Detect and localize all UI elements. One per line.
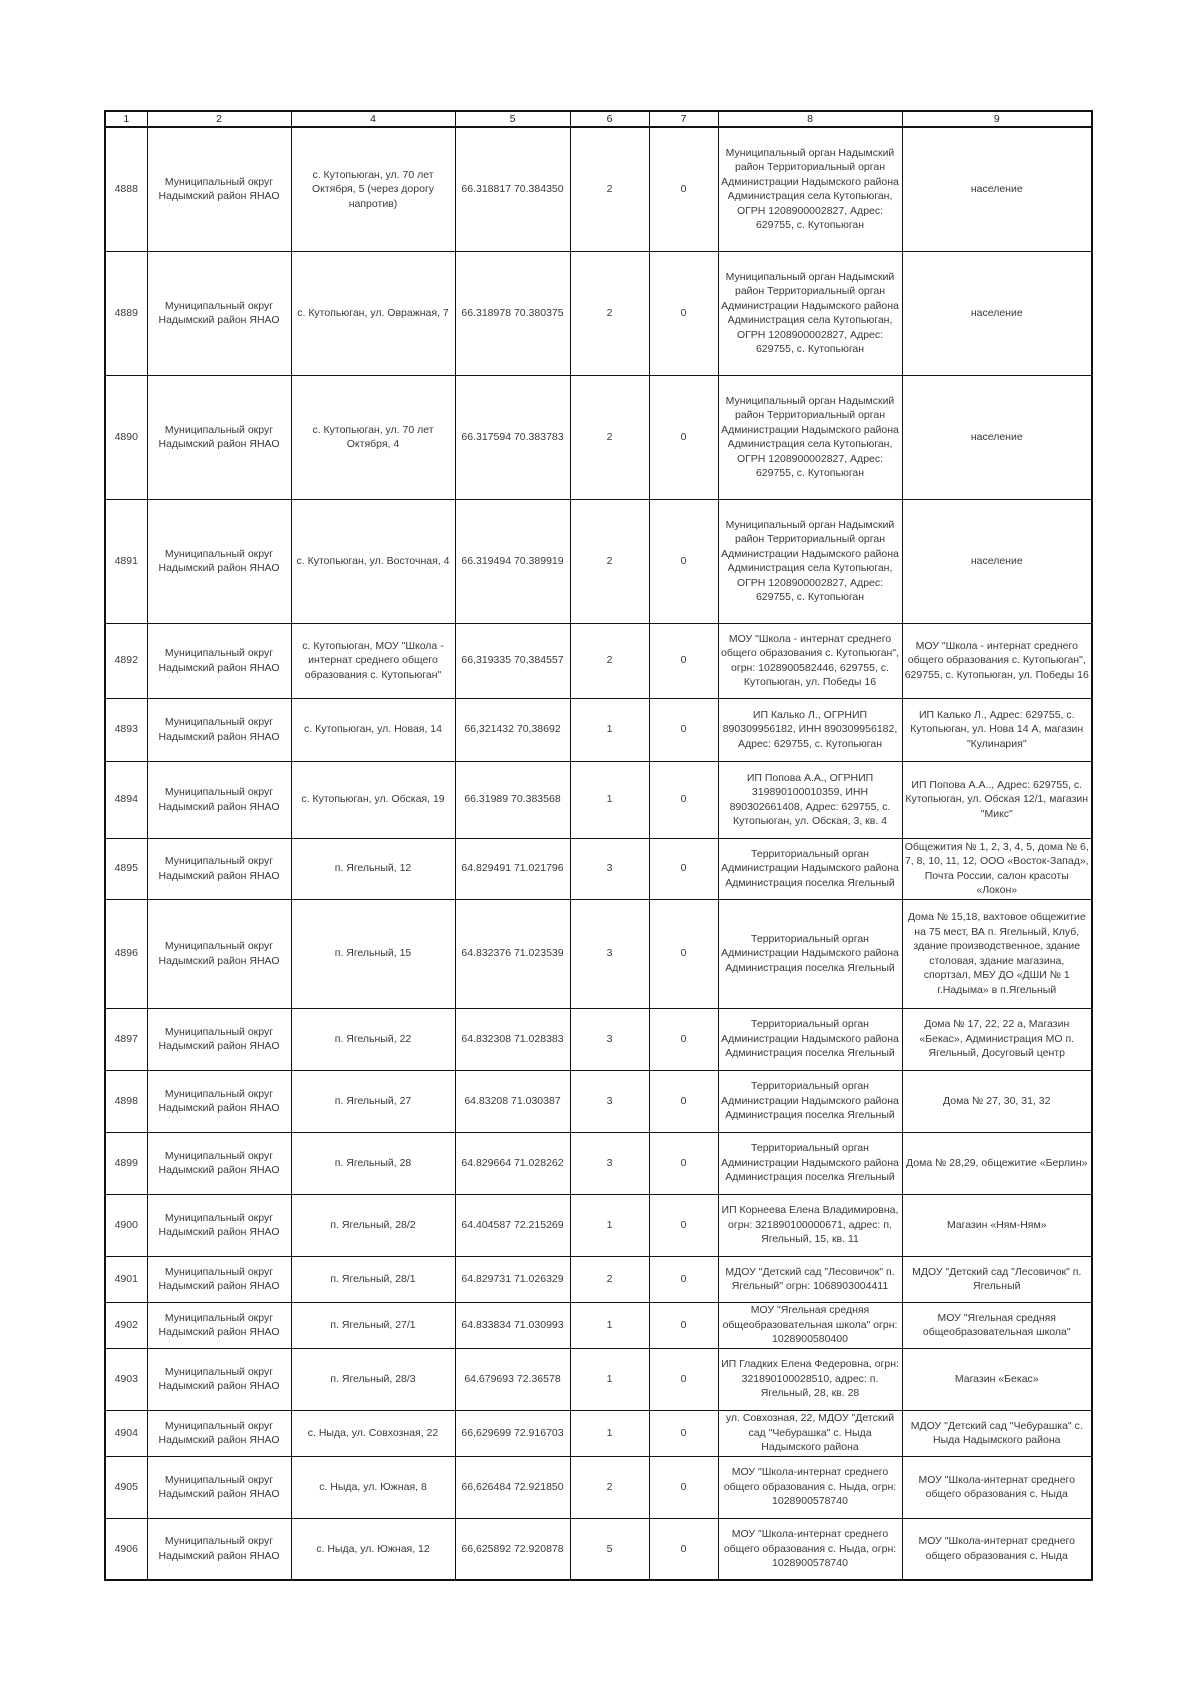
district-cell: Муниципальный округ Надымский район ЯНАО (147, 1410, 291, 1456)
users-cell: МДОУ "Детский сад "Лесовичок" п. Ягельный (902, 1256, 1092, 1302)
coordinates-cell: 64.833834 71.030993 (455, 1302, 570, 1348)
address-cell: с. Ныда, ул. Совхозная, 22 (291, 1410, 455, 1456)
owner-cell: ул. Совхозная, 22, МДОУ "Детский сад "Чебурашка" с. Ныда Надымского района (718, 1410, 902, 1456)
row-number: 4894 (105, 761, 147, 838)
address-cell: п. Ягельный, 15 (291, 899, 455, 1008)
district-cell: Муниципальный округ Надымский район ЯНАО (147, 761, 291, 838)
header-row (105, 111, 1092, 127)
owner-cell: Территориальный орган Администрации Надымского района Администрация поселка Ягельный (718, 1132, 902, 1194)
table-row (105, 838, 1092, 899)
header-cell: 7 (649, 111, 718, 127)
row-number: 4893 (105, 698, 147, 761)
column-7-cell: 0 (649, 1132, 718, 1194)
owner-cell: ИП Гладких Елена Федеровна, огрн: 321890100028510, адрес: п. Ягельный, 28, кв. 28 (718, 1348, 902, 1410)
coordinates-cell: 66,629699 72.916703 (455, 1410, 570, 1456)
row-number: 4897 (105, 1008, 147, 1070)
coordinates-cell: 66.317594 70.383783 (455, 375, 570, 499)
address-cell: п. Ягельный, 27 (291, 1070, 455, 1132)
owner-cell: МОУ "Ягельная средняя общеобразовательная школа" огрн: 1028900580400 (718, 1302, 902, 1348)
row-number: 4902 (105, 1302, 147, 1348)
table-row (105, 1410, 1092, 1456)
district-cell: Муниципальный округ Надымский район ЯНАО (147, 623, 291, 698)
row-number: 4895 (105, 838, 147, 899)
owner-cell: Муниципальный орган Надымский район Территориальный орган Администрации Надымского района Администрация села Кутопьюган, ОГРН 1208900002827, Адрес: 629755, с. Кутопьюган (718, 499, 902, 623)
users-cell: МДОУ "Детский сад "Чебурашка" с. Ныда Надымского района (902, 1410, 1092, 1456)
column-6-cell: 3 (570, 899, 649, 1008)
district-cell: Муниципальный округ Надымский район ЯНАО (147, 899, 291, 1008)
owner-cell: ИП Корнеева Елена Владимировна, огрн: 321890100000671, адрес: п. Ягельный, 15, кв. 11 (718, 1194, 902, 1256)
address-cell: п. Ягельный, 28/1 (291, 1256, 455, 1302)
address-cell: п. Ягельный, 28 (291, 1132, 455, 1194)
header-cell: 8 (718, 111, 902, 127)
table-row (105, 1132, 1092, 1194)
owner-cell: Муниципальный орган Надымский район Территориальный орган Администрации Надымского района Администрация села Кутопьюган, ОГРН 1208900002827, Адрес: 629755, с. Кутопьюган (718, 251, 902, 375)
coordinates-cell: 66,321432 70,38692 (455, 698, 570, 761)
users-cell: Магазин «Ням-Ням» (902, 1194, 1092, 1256)
row-number: 4905 (105, 1456, 147, 1518)
table-row (105, 1008, 1092, 1070)
users-cell: Общежития № 1, 2, 3, 4, 5, дома № 6, 7, 8, 10, 11, 12, ООО «Восток-Запад», Почта России, салон красоты «Локон» (902, 838, 1092, 899)
district-cell: Муниципальный округ Надымский район ЯНАО (147, 375, 291, 499)
district-cell: Муниципальный округ Надымский район ЯНАО (147, 251, 291, 375)
column-7-cell: 0 (649, 761, 718, 838)
column-7-cell: 0 (649, 127, 718, 251)
coordinates-cell: 66.319494 70.389919 (455, 499, 570, 623)
table-row (105, 1070, 1092, 1132)
coordinates-cell: 64.829664 71.028262 (455, 1132, 570, 1194)
coordinates-cell: 66.318817 70.384350 (455, 127, 570, 251)
users-cell: МОУ "Ягельная средняя общеобразовательная школа" (902, 1302, 1092, 1348)
table-row (105, 1256, 1092, 1302)
address-cell: с. Кутопьюган, МОУ "Школа - интернат среднего общего образования с. Кутопьюган" (291, 623, 455, 698)
address-cell: п. Ягельный, 22 (291, 1008, 455, 1070)
coordinates-cell: 64.679693 72.36578 (455, 1348, 570, 1410)
district-cell: Муниципальный округ Надымский район ЯНАО (147, 499, 291, 623)
address-cell: с. Кутопьюган, ул. Восточная, 4 (291, 499, 455, 623)
column-7-cell: 0 (649, 838, 718, 899)
district-cell: Муниципальный округ Надымский район ЯНАО (147, 127, 291, 251)
column-6-cell: 2 (570, 623, 649, 698)
row-number: 4892 (105, 623, 147, 698)
owner-cell: МОУ "Школа - интернат среднего общего образования с. Кутопьюган", огрн: 1028900582446, 629755, с. Кутопьюган, ул. Победы 16 (718, 623, 902, 698)
column-7-cell: 0 (649, 1302, 718, 1348)
users-cell: МОУ "Школа-интернат среднего общего образования с. Ныда (902, 1456, 1092, 1518)
coordinates-cell: 66,625892 72.920878 (455, 1518, 570, 1580)
column-7-cell: 0 (649, 1008, 718, 1070)
users-cell: МОУ "Школа - интернат среднего общего образования с. Кутопьюган", 629755, с. Кутопьюган, ул. Победы 16 (902, 623, 1092, 698)
users-cell: население (902, 127, 1092, 251)
table-row (105, 698, 1092, 761)
table-row (105, 761, 1092, 838)
coordinates-cell: 64.83208 71.030387 (455, 1070, 570, 1132)
table-row (105, 1348, 1092, 1410)
users-cell: население (902, 499, 1092, 623)
coordinates-cell: 66,626484 72.921850 (455, 1456, 570, 1518)
column-6-cell: 5 (570, 1518, 649, 1580)
district-cell: Муниципальный округ Надымский район ЯНАО (147, 1256, 291, 1302)
owner-cell: Территориальный орган Администрации Надымского района Администрация поселка Ягельный (718, 1008, 902, 1070)
row-number: 4890 (105, 375, 147, 499)
district-cell: Муниципальный округ Надымский район ЯНАО (147, 1132, 291, 1194)
users-cell: Дома № 28,29, общежитие «Берлин» (902, 1132, 1092, 1194)
register-table (104, 110, 1093, 1581)
coordinates-cell: 64.829731 71.026329 (455, 1256, 570, 1302)
header-cell: 5 (455, 111, 570, 127)
row-number: 4888 (105, 127, 147, 251)
coordinates-cell: 66.31989 70.383568 (455, 761, 570, 838)
row-number: 4900 (105, 1194, 147, 1256)
users-cell: население (902, 251, 1092, 375)
table-row (105, 127, 1092, 251)
table-row (105, 623, 1092, 698)
header-cell: 9 (902, 111, 1092, 127)
column-7-cell: 0 (649, 1456, 718, 1518)
column-7-cell: 0 (649, 1410, 718, 1456)
row-number: 4891 (105, 499, 147, 623)
column-6-cell: 2 (570, 499, 649, 623)
address-cell: п. Ягельный, 28/2 (291, 1194, 455, 1256)
district-cell: Муниципальный округ Надымский район ЯНАО (147, 1194, 291, 1256)
users-cell: Дома № 17, 22, 22 а, Магазин «Бекас», Администрация МО п. Ягельный, Досуговый центр (902, 1008, 1092, 1070)
column-6-cell: 1 (570, 1410, 649, 1456)
row-number: 4904 (105, 1410, 147, 1456)
column-6-cell: 2 (570, 127, 649, 251)
coordinates-cell: 64.404587 72.215269 (455, 1194, 570, 1256)
district-cell: Муниципальный округ Надымский район ЯНАО (147, 1302, 291, 1348)
district-cell: Муниципальный округ Надымский район ЯНАО (147, 1518, 291, 1580)
table-row (105, 251, 1092, 375)
address-cell: с. Ныда, ул. Южная, 8 (291, 1456, 455, 1518)
column-6-cell: 2 (570, 1256, 649, 1302)
owner-cell: Муниципальный орган Надымский район Территориальный орган Администрации Надымского района Администрация села Кутопьюган, ОГРН 1208900002827, Адрес: 629755, с. Кутопьюган (718, 375, 902, 499)
address-cell: с. Кутопьюган, ул. Овражная, 7 (291, 251, 455, 375)
column-6-cell: 2 (570, 375, 649, 499)
row-number: 4906 (105, 1518, 147, 1580)
row-number: 4896 (105, 899, 147, 1008)
header-cell: 6 (570, 111, 649, 127)
row-number: 4901 (105, 1256, 147, 1302)
owner-cell: Территориальный орган Администрации Надымского района Администрация поселка Ягельный (718, 899, 902, 1008)
row-number: 4903 (105, 1348, 147, 1410)
column-6-cell: 1 (570, 1348, 649, 1410)
column-6-cell: 3 (570, 1132, 649, 1194)
row-number: 4899 (105, 1132, 147, 1194)
table-row (105, 1518, 1092, 1580)
column-6-cell: 2 (570, 1456, 649, 1518)
coordinates-cell: 66.318978 70.380375 (455, 251, 570, 375)
column-7-cell: 0 (649, 499, 718, 623)
coordinates-cell: 64.832308 71.028383 (455, 1008, 570, 1070)
address-cell: с. Кутопьюган, ул. Обская, 19 (291, 761, 455, 838)
address-cell: п. Ягельный, 27/1 (291, 1302, 455, 1348)
column-7-cell: 0 (649, 1194, 718, 1256)
coordinates-cell: 64.832376 71.023539 (455, 899, 570, 1008)
column-6-cell: 3 (570, 1070, 649, 1132)
table-row (105, 899, 1092, 1008)
district-cell: Муниципальный округ Надымский район ЯНАО (147, 1348, 291, 1410)
owner-cell: МОУ "Школа-интернат среднего общего образования с. Ныда, огрн: 1028900578740 (718, 1456, 902, 1518)
column-7-cell: 0 (649, 1518, 718, 1580)
users-cell: ИП Попова А.А.., Адрес: 629755, с. Кутопьюган, ул. Обская 12/1, магазин "Микс" (902, 761, 1092, 838)
owner-cell: ИП Попова А.А., ОГРНИП 319890100010359, ИНН 890302661408, Адрес: 629755, с. Кутопьюган, ул. Обская, 3, кв. 4 (718, 761, 902, 838)
owner-cell: МДОУ "Детский сад "Лесовичок" п. Ягельный" огрн: 1068903004411 (718, 1256, 902, 1302)
address-cell: с. Кутопьюган, ул. 70 лет Октября, 5 (через дорогу напротив) (291, 127, 455, 251)
address-cell: п. Ягельный, 12 (291, 838, 455, 899)
column-7-cell: 0 (649, 623, 718, 698)
users-cell: население (902, 375, 1092, 499)
column-7-cell: 0 (649, 1348, 718, 1410)
users-cell: Дома № 15,18, вахтовое общежитие на 75 мест, ВА п. Ягельный, Клуб, здание производственное, здание столовая, здание магазина, спортзал, МБУ ДО «ДШИ № 1 г.Надыма» в п.Ягельный (902, 899, 1092, 1008)
owner-cell: Муниципальный орган Надымский район Территориальный орган Администрации Надымского района Администрация села Кутопьюган, ОГРН 1208900002827, Адрес: 629755, с. Кутопьюган (718, 127, 902, 251)
district-cell: Муниципальный округ Надымский район ЯНАО (147, 698, 291, 761)
table-row (105, 1302, 1092, 1348)
owner-cell: ИП Калько Л., ОГРНИП 890309956182, ИНН 890309956182, Адрес: 629755, с. Кутопьюган (718, 698, 902, 761)
table-row (105, 499, 1092, 623)
address-cell: с. Кутопьюган, ул. 70 лет Октября, 4 (291, 375, 455, 499)
header-cell: 4 (291, 111, 455, 127)
column-6-cell: 1 (570, 1302, 649, 1348)
users-cell: Дома № 27, 30, 31, 32 (902, 1070, 1092, 1132)
column-6-cell: 1 (570, 761, 649, 838)
district-cell: Муниципальный округ Надымский район ЯНАО (147, 1456, 291, 1518)
district-cell: Муниципальный округ Надымский район ЯНАО (147, 838, 291, 899)
users-cell: МОУ "Школа-интернат среднего общего образования с. Ныда (902, 1518, 1092, 1580)
column-7-cell: 0 (649, 698, 718, 761)
owner-cell: Территориальный орган Администрации Надымского района Администрация поселка Ягельный (718, 838, 902, 899)
column-7-cell: 0 (649, 1070, 718, 1132)
coordinates-cell: 66,319335 70,384557 (455, 623, 570, 698)
table-row (105, 1194, 1092, 1256)
column-6-cell: 1 (570, 1194, 649, 1256)
table-row (105, 375, 1092, 499)
address-cell: п. Ягельный, 28/3 (291, 1348, 455, 1410)
column-7-cell: 0 (649, 375, 718, 499)
header-cell: 2 (147, 111, 291, 127)
coordinates-cell: 64.829491 71.021796 (455, 838, 570, 899)
users-cell: Магазин «Бекас» (902, 1348, 1092, 1410)
column-6-cell: 3 (570, 838, 649, 899)
owner-cell: МОУ "Школа-интернат среднего общего образования с. Ныда, огрн: 1028900578740 (718, 1518, 902, 1580)
address-cell: с. Ныда, ул. Южная, 12 (291, 1518, 455, 1580)
users-cell: ИП Калько Л., Адрес: 629755, с. Кутопьюган, ул. Нова 14 А, магазин "Кулинария" (902, 698, 1092, 761)
address-cell: с. Кутопьюган, ул. Новая, 14 (291, 698, 455, 761)
column-7-cell: 0 (649, 251, 718, 375)
column-6-cell: 2 (570, 251, 649, 375)
header-cell: 1 (105, 111, 147, 127)
column-7-cell: 0 (649, 1256, 718, 1302)
owner-cell: Территориальный орган Администрации Надымского района Администрация поселка Ягельный (718, 1070, 902, 1132)
column-6-cell: 1 (570, 698, 649, 761)
district-cell: Муниципальный округ Надымский район ЯНАО (147, 1070, 291, 1132)
table-row (105, 1456, 1092, 1518)
row-number: 4898 (105, 1070, 147, 1132)
column-7-cell: 0 (649, 899, 718, 1008)
column-6-cell: 3 (570, 1008, 649, 1070)
row-number: 4889 (105, 251, 147, 375)
district-cell: Муниципальный округ Надымский район ЯНАО (147, 1008, 291, 1070)
